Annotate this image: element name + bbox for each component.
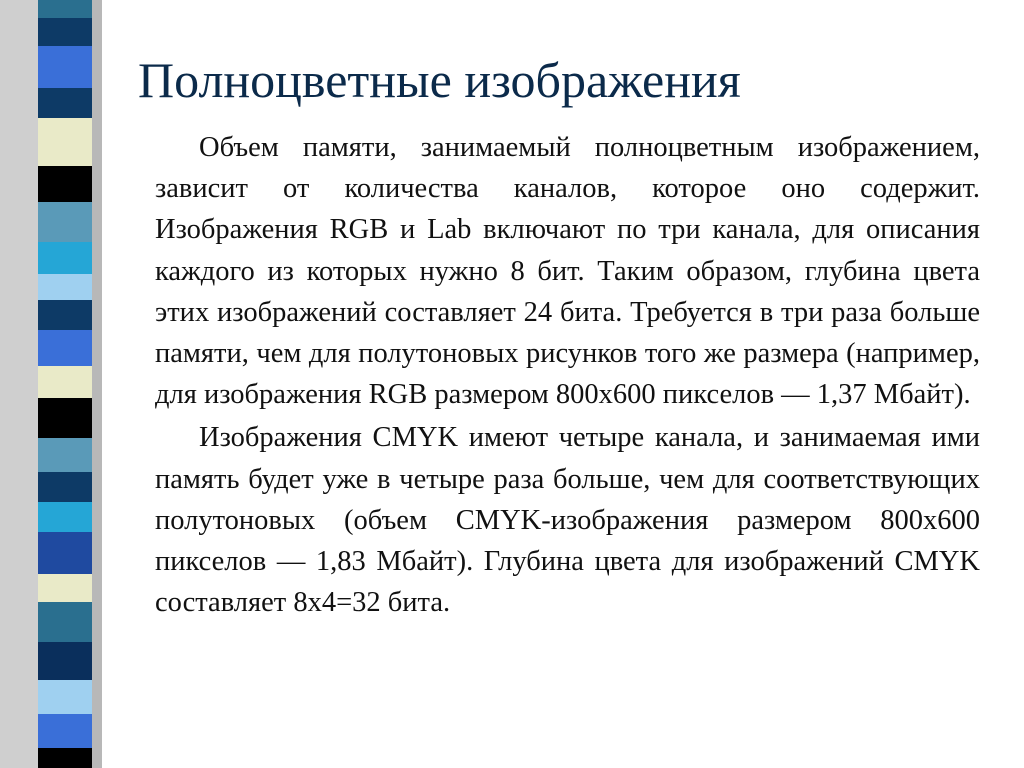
slide-title: Полноцветные изображения xyxy=(138,52,741,108)
decorative-stripe xyxy=(38,300,92,330)
decorative-stripe xyxy=(38,502,92,532)
stripe-column-shadow xyxy=(92,0,102,768)
decorative-stripe xyxy=(38,330,92,366)
decorative-stripe xyxy=(38,714,92,748)
paragraph-rgb-lab: Объем памяти, занимаемый полноцветным изображением, зависит от количества каналов, которое оно содержит. Изображения RGB и Lab включают по три канала, для описания каждого из которых нужно 8 бит. Таким образом, глубина цвета этих изображений составляет 24 бита. Требуется в три раза больше памяти, чем для полутоновых рисунков того же размера (например, для изображения RGB размером 800x600 пикселов — 1,37 Мбайт). xyxy=(155,132,980,411)
decorative-stripe-column xyxy=(0,0,102,768)
decorative-stripe xyxy=(38,574,92,602)
decorative-stripe xyxy=(38,166,92,202)
decorative-stripe-band xyxy=(38,0,92,768)
paragraph-cmyk: Изображения CMYK имеют четыре канала, и занимаемая ими память будет уже в четыре раза больше, чем для соответствующих полутоновых (объем CMYK-изображения размером 800x600 пикселов — 1,83 Мбайт). Глубина цвета для изображений CMYK составляет 8x4=32 бита. xyxy=(155,422,980,619)
decorative-stripe xyxy=(38,88,92,118)
decorative-stripe xyxy=(38,642,92,680)
decorative-stripe xyxy=(38,398,92,438)
decorative-stripe xyxy=(38,46,92,88)
decorative-stripe xyxy=(38,0,92,18)
decorative-stripe xyxy=(38,438,92,472)
decorative-stripe xyxy=(38,472,92,502)
decorative-stripe xyxy=(38,532,92,574)
decorative-stripe xyxy=(38,748,92,768)
decorative-stripe xyxy=(38,18,92,46)
decorative-stripe xyxy=(38,680,92,714)
decorative-stripe xyxy=(38,202,92,242)
decorative-stripe xyxy=(38,118,92,166)
stripe-column-left-edge xyxy=(0,0,38,768)
decorative-stripe xyxy=(38,602,92,642)
decorative-stripe xyxy=(38,242,92,274)
decorative-stripe xyxy=(38,274,92,300)
slide-body xyxy=(155,127,980,625)
decorative-stripe xyxy=(38,366,92,398)
